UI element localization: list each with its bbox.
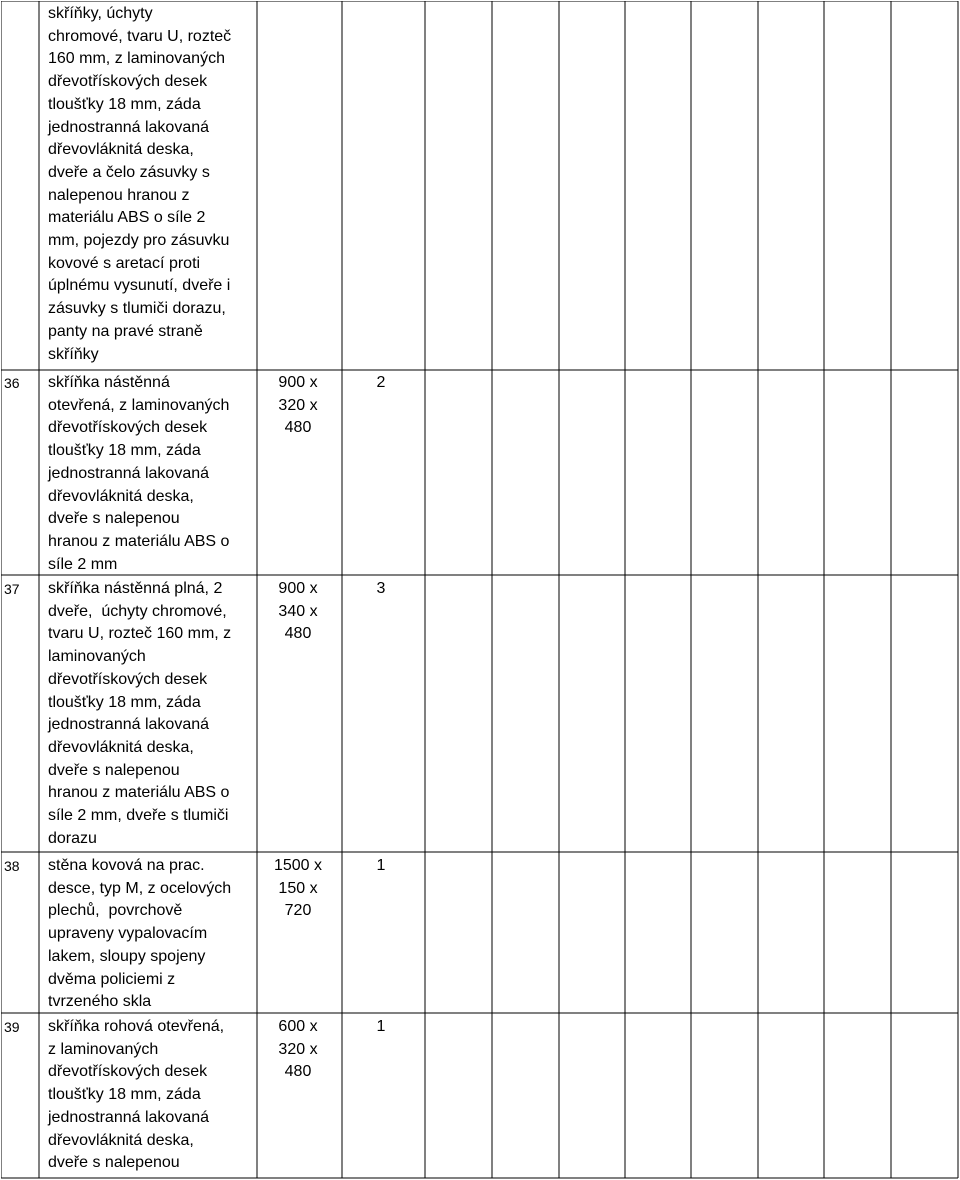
item-description-line: jednostranná lakovaná <box>48 1108 210 1126</box>
item-description-line: tvrzeného skla <box>48 993 152 1011</box>
item-description-line: dřevotřískových desek <box>48 1063 208 1081</box>
item-description-line: dvěma policiemi z <box>48 970 176 988</box>
item-description-line: skříňka nástěnná plná, 2 <box>48 580 223 597</box>
item-dimension-line: 900 x <box>278 580 318 597</box>
item-description-line: dveře s nalepenou <box>48 761 180 779</box>
item-dimension-line: 1500 x <box>273 857 323 874</box>
item-description-line: stěna kovová na prac. <box>48 857 205 874</box>
item-description-line: skříňky, úchyty <box>48 5 153 22</box>
item-description-line: dřevovláknitá deska, <box>48 1131 194 1149</box>
item-dimension-line: 480 <box>284 419 312 437</box>
item-description-line: tloušťky 18 mm, záda <box>48 693 201 711</box>
item-description-line: z laminovaných <box>48 1040 159 1058</box>
item-description-line: dřevotřískových desek <box>48 73 208 91</box>
item-description-line: dřevotřískových desek <box>48 419 208 437</box>
item-description-line: materiálu ABS o síle 2 <box>48 209 206 227</box>
item-description-line: zásuvky s tlumiči dorazu, <box>48 300 226 318</box>
item-dimension-line: 340 x <box>278 602 318 620</box>
item-description-line: jednostranná lakovaná <box>48 716 210 734</box>
item-dimension-line: 600 x <box>278 1018 318 1035</box>
item-description-line: tloušťky 18 mm, záda <box>48 1086 201 1104</box>
item-description-line: skříňka rohová otevřená, <box>48 1018 225 1035</box>
item-description-line: dveře s nalepenou <box>48 510 180 528</box>
item-description-line: skříňka nástěnná <box>48 374 170 391</box>
item-description-line: dveře s nalepenou <box>48 1154 180 1172</box>
item-description-line: jednostranná lakovaná <box>48 118 210 136</box>
item-quantity: 1 <box>376 1018 386 1035</box>
item-description-line: panty na pravé straně <box>48 322 203 340</box>
item-description-line: síle 2 mm <box>48 555 118 573</box>
item-dimension-line: 720 <box>284 902 312 920</box>
item-description-line: tloušťky 18 mm, záda <box>48 442 201 460</box>
row-number: 36 <box>4 375 20 391</box>
row-number: 37 <box>4 581 20 597</box>
item-description-line: skříňky <box>48 345 99 363</box>
item-description-line: dveře, úchyty chromové, <box>48 602 227 620</box>
item-description-line: jednostranná lakovaná <box>48 464 210 482</box>
item-description-line: hranou z materiálu ABS o <box>48 784 230 802</box>
item-description-line: laminovaných <box>48 648 146 666</box>
item-quantity: 1 <box>376 857 386 874</box>
item-description-line: dveře a čelo zásuvky s <box>48 163 210 181</box>
item-description-line: chromové, tvaru U, rozteč <box>48 27 232 45</box>
item-dimension-line: 480 <box>284 625 312 643</box>
item-description-line: lakem, sloupy spojeny <box>48 947 206 965</box>
item-dimension-line: 480 <box>284 1063 312 1081</box>
item-quantity: 2 <box>376 374 386 391</box>
item-description-line: tloušťky 18 mm, záda <box>48 95 201 113</box>
item-description-line: síle 2 mm, dveře s tlumiči <box>48 807 229 824</box>
item-description-line: mm, pojezdy pro zásuvku <box>48 232 230 249</box>
item-description-line: tvaru U, rozteč 160 mm, z <box>48 625 232 643</box>
item-description-line: desce, typ M, z ocelových <box>48 879 232 897</box>
item-quantity: 3 <box>376 580 386 597</box>
item-description-line: nalepenou hranou z <box>48 186 190 204</box>
item-description-line: dřevovláknitá deska, <box>48 141 194 159</box>
item-dimension-line: 900 x <box>278 374 318 391</box>
row-number: 38 <box>4 858 20 874</box>
item-description-line: hranou z materiálu ABS o <box>48 532 230 550</box>
item-description-line: otevřená, z laminovaných <box>48 396 230 414</box>
item-description-line: 160 mm, z laminovaných <box>48 50 225 68</box>
item-dimension-line: 150 x <box>278 879 318 897</box>
item-description-line: dorazu <box>48 829 97 847</box>
item-description-line: dřevovláknitá deska, <box>48 738 194 756</box>
item-description-line: dřevovláknitá deska, <box>48 487 194 505</box>
item-dimension-line: 320 x <box>278 396 318 414</box>
item-dimension-line: 320 x <box>278 1040 318 1058</box>
item-description-line: plechů, povrchově <box>48 902 183 920</box>
item-description-line: upraveny vypalovacím <box>48 925 208 943</box>
item-description-line: úplnému vysunutí, dveře i <box>48 277 231 295</box>
item-description-line: dřevotřískových desek <box>48 670 208 688</box>
item-description-line: kovové s aretací proti <box>48 254 201 272</box>
row-number: 39 <box>4 1019 20 1035</box>
